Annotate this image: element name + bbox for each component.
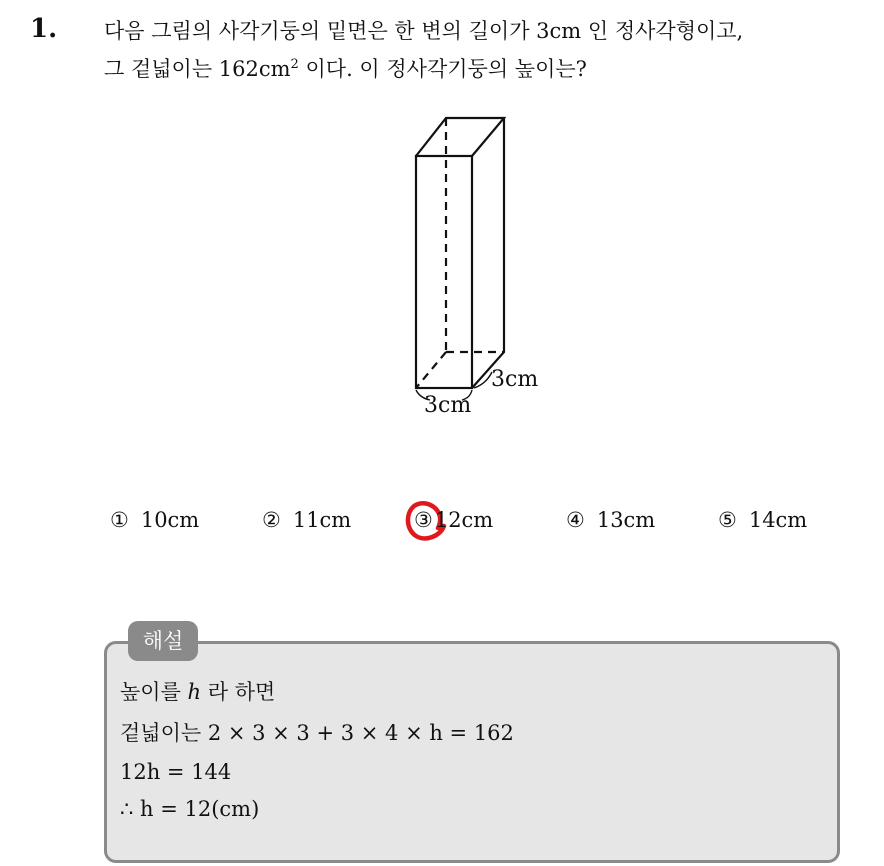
solution-line-1 xyxy=(120,677,275,707)
solution-line-4: ∴ h = 12(cm) xyxy=(120,797,260,821)
question-line-2-end: 이다. 이 정사각기둥의 높이는? xyxy=(298,57,587,81)
solution-panel xyxy=(104,641,840,863)
label-bottom-3cm: 3cm xyxy=(424,393,472,418)
solution-variable-h: h xyxy=(187,680,202,704)
option-3-text: 12cm xyxy=(434,508,494,532)
prism-front-face xyxy=(416,156,472,388)
question-number: 1. xyxy=(30,14,58,44)
option-1-text: 10cm xyxy=(140,508,200,532)
option-2-number: ② xyxy=(262,508,281,532)
label-right-3cm: 3cm xyxy=(491,367,539,392)
dimension-mark-bottom-right xyxy=(462,390,472,400)
solution-line-1-end: 라 하면 xyxy=(201,680,276,704)
question-line-2 xyxy=(104,52,587,86)
option-4-text: 13cm xyxy=(596,508,656,532)
option-1-number: ① xyxy=(110,508,129,532)
option-5-text: 14cm xyxy=(748,508,808,532)
option-4-number: ④ xyxy=(566,508,585,532)
solution-line-2: 겉넓이는 2 × 3 × 3 + 3 × 4 × h = 162 xyxy=(120,721,514,745)
solution-tag: 해설 xyxy=(128,621,198,661)
question-line-2-start: 그 겉넓이는 162cm xyxy=(104,57,291,81)
prism-top-face xyxy=(416,118,504,156)
option-3 xyxy=(414,508,493,532)
prism-right-bottom-edge xyxy=(472,352,504,388)
option-2 xyxy=(262,508,351,532)
option-1 xyxy=(110,508,199,532)
solution-line-3: 12h = 144 xyxy=(120,760,232,784)
prism-hidden-left-edge xyxy=(416,352,446,388)
dimension-mark-bottom xyxy=(416,390,430,400)
question-line-1: 다음 그림의 사각기둥의 밑면은 한 변의 길이가 3cm 인 정사각형이고, xyxy=(104,19,744,43)
dimension-mark-right xyxy=(474,372,492,388)
option-3-number: ③ xyxy=(414,508,433,532)
option-5-number: ⑤ xyxy=(718,508,737,532)
option-5 xyxy=(718,508,807,532)
option-2-text: 11cm xyxy=(292,508,352,532)
option-4 xyxy=(566,508,655,532)
solution-line-1-start: 높이를 xyxy=(120,680,188,704)
superscript-2: 2 xyxy=(290,57,299,72)
